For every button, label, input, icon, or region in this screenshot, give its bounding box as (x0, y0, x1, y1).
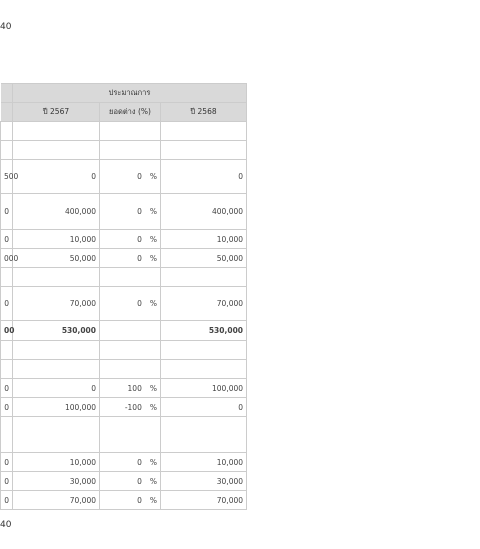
table-row (1, 341, 247, 360)
estimate-2567-cell (13, 341, 100, 360)
table-row (1, 472, 247, 491)
estimate-2568-cell: 70,000 (161, 287, 247, 321)
estimate-2568-cell: 30,000 (161, 472, 247, 491)
table-row (1, 268, 247, 287)
difference-percent-cell (100, 398, 161, 417)
estimate-2568-cell (161, 360, 247, 379)
estimate-2567-cell (13, 417, 100, 453)
difference-percent-cell (100, 321, 161, 341)
difference-percent-cell (100, 230, 161, 249)
budget-table-container (0, 83, 246, 510)
prev-year-cell (1, 268, 13, 287)
estimate-2568-cell: 400,000 (161, 194, 247, 230)
prev-year-cell: 500 (1, 160, 13, 194)
page-number-bottom: 40 (0, 520, 12, 530)
table-row (1, 194, 247, 230)
difference-value: 0 (137, 299, 142, 308)
estimate-2568-cell (161, 122, 247, 141)
estimate-2567-cell (13, 360, 100, 379)
table-row (1, 321, 247, 341)
table-row (1, 141, 247, 160)
estimate-2568-cell: 100,000 (161, 379, 247, 398)
estimate-2567-cell: 70,000 (13, 491, 100, 510)
difference-percent-cell (100, 472, 161, 491)
estimate-2568-cell: 70,000 (161, 491, 247, 510)
difference-percent-cell (100, 379, 161, 398)
estimate-2567-cell: 0 (13, 379, 100, 398)
estimate-2568-cell (161, 141, 247, 160)
prev-year-cell: 0 (1, 491, 13, 510)
estimate-2568-cell (161, 341, 247, 360)
difference-percent-cell (100, 491, 161, 510)
estimate-2567-cell: 10,000 (13, 230, 100, 249)
table-row (1, 398, 247, 417)
col-header-diff: ยอดต่าง (%) (100, 103, 161, 122)
percent-unit: % (149, 299, 157, 308)
difference-percent-cell (100, 268, 161, 287)
header-columns-row (1, 103, 247, 122)
page-number-top: 40 (0, 22, 12, 32)
estimate-2568-cell: 50,000 (161, 249, 247, 268)
difference-percent-cell (100, 453, 161, 472)
prev-year-cell (1, 341, 13, 360)
prev-year-cell: 0 (1, 453, 13, 472)
percent-unit: % (149, 172, 157, 181)
difference-percent-cell (100, 417, 161, 453)
difference-percent-cell (100, 141, 161, 160)
difference-value: 0 (137, 234, 142, 244)
prev-year-cell: 00 (1, 321, 13, 341)
prev-year-cell: 0 (1, 194, 13, 230)
difference-value: 0 (137, 476, 142, 486)
estimate-2568-cell: 10,000 (161, 230, 247, 249)
difference-percent-cell (100, 249, 161, 268)
difference-percent-cell (100, 287, 161, 321)
estimate-2567-cell (13, 122, 100, 141)
estimate-2567-cell: 50,000 (13, 249, 100, 268)
estimate-2568-cell: 0 (161, 398, 247, 417)
difference-value: 0 (137, 457, 142, 467)
table-row (1, 160, 247, 194)
table-row (1, 417, 247, 453)
col-header-2567: ปี 2567 (13, 103, 100, 122)
difference-value: -100 (124, 402, 142, 412)
percent-unit: % (149, 253, 157, 263)
difference-percent-cell (100, 341, 161, 360)
estimate-2568-cell (161, 417, 247, 453)
prev-year-cell (1, 360, 13, 379)
prev-year-cell: 0 (1, 379, 13, 398)
prev-year-cell (1, 141, 13, 160)
table-row (1, 491, 247, 510)
table-row (1, 122, 247, 141)
percent-unit: % (149, 207, 157, 216)
estimate-2567-cell (13, 268, 100, 287)
budget-table-body (1, 122, 247, 510)
difference-value: 100 (127, 383, 142, 393)
header-group-row (1, 84, 247, 103)
estimate-2567-cell: 70,000 (13, 287, 100, 321)
estimate-2567-cell: 0 (13, 160, 100, 194)
percent-unit: % (149, 476, 157, 486)
prev-year-cell: 000 (1, 249, 13, 268)
table-row (1, 287, 247, 321)
prev-year-cell (1, 417, 13, 453)
header-prev-col (1, 84, 13, 103)
table-row (1, 360, 247, 379)
difference-percent-cell (100, 360, 161, 379)
prev-year-cell: 0 (1, 472, 13, 491)
table-row (1, 230, 247, 249)
difference-percent-cell (100, 160, 161, 194)
percent-unit: % (149, 495, 157, 505)
estimate-2567-cell: 10,000 (13, 453, 100, 472)
estimate-2568-cell (161, 268, 247, 287)
percent-unit: % (149, 457, 157, 467)
percent-unit: % (149, 402, 157, 412)
prev-year-cell: 0 (1, 287, 13, 321)
estimate-2567-cell (13, 141, 100, 160)
table-row (1, 379, 247, 398)
prev-year-cell: 0 (1, 398, 13, 417)
difference-percent-cell (100, 122, 161, 141)
table-row (1, 249, 247, 268)
estimate-2568-cell: 530,000 (161, 321, 247, 341)
estimate-2567-cell: 100,000 (13, 398, 100, 417)
prev-year-cell (1, 122, 13, 141)
header-prev-col (1, 103, 13, 122)
prev-year-cell: 0 (1, 230, 13, 249)
estimate-2567-cell: 400,000 (13, 194, 100, 230)
table-row (1, 453, 247, 472)
difference-value: 0 (137, 172, 142, 181)
estimate-2568-cell: 0 (161, 160, 247, 194)
estimate-group-header: ประมาณการ (13, 84, 247, 103)
percent-unit: % (149, 234, 157, 244)
difference-value: 0 (137, 253, 142, 263)
difference-value: 0 (137, 495, 142, 505)
estimate-2567-cell: 30,000 (13, 472, 100, 491)
col-header-2568: ปี 2568 (161, 103, 247, 122)
estimate-2568-cell: 10,000 (161, 453, 247, 472)
difference-value: 0 (137, 207, 142, 216)
estimate-2567-cell: 530,000 (13, 321, 100, 341)
budget-table (0, 83, 247, 510)
difference-percent-cell (100, 194, 161, 230)
percent-unit: % (149, 383, 157, 393)
